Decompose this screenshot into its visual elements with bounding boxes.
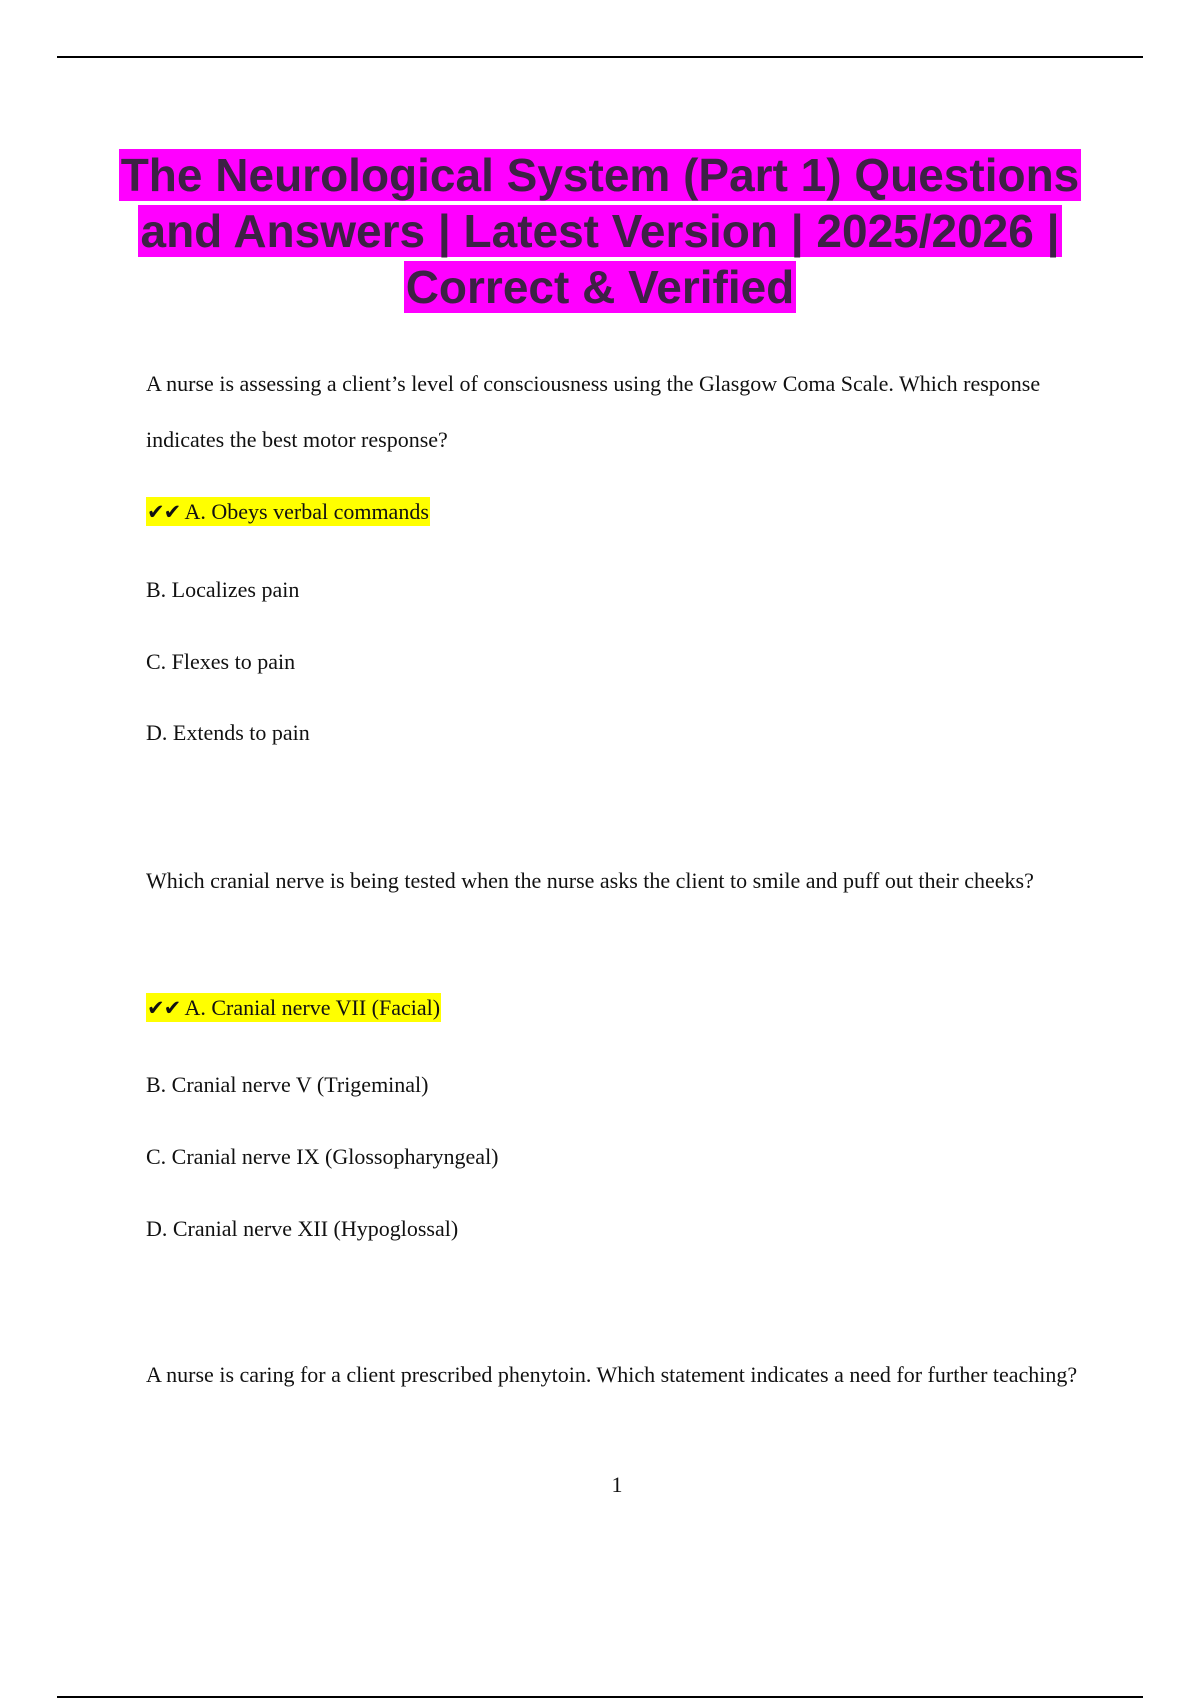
question-1-option-b: B. Localizes pain	[146, 577, 300, 602]
question-2-option-c: C. Cranial nerve IX (Glossopharyngeal)	[146, 1144, 499, 1169]
header-rule	[57, 56, 1143, 58]
option-label: A. Obeys verbal commands	[184, 499, 429, 524]
question-3-text: A nurse is caring for a client prescribed phenytoin. Which statement indicates a need for further teaching?	[146, 1362, 1078, 1387]
question-2	[146, 853, 1086, 909]
question-1	[146, 356, 1086, 468]
question-1-option-d: D. Extends to pain	[146, 720, 310, 745]
question-3	[146, 1347, 1086, 1403]
double-check-icon: ✔✔	[147, 500, 181, 524]
correct-answer-highlight	[146, 497, 430, 526]
question-2-option-d: D. Cranial nerve XII (Hypoglossal)	[146, 1216, 459, 1241]
document-title	[100, 147, 1100, 315]
question-1-option-a	[146, 498, 430, 526]
question-1-option-c: C. Flexes to pain	[146, 649, 296, 674]
option-label: A. Cranial nerve VII (Facial)	[184, 995, 441, 1020]
double-check-icon: ✔✔	[147, 996, 181, 1020]
page-number: 1	[611, 1472, 623, 1497]
question-2-option-b: B. Cranial nerve V (Trigeminal)	[146, 1072, 429, 1097]
correct-answer-highlight	[146, 993, 441, 1022]
footer-rule	[57, 1696, 1143, 1698]
question-2-option-a	[146, 994, 441, 1022]
title-highlight: The Neurological System (Part 1) Questions and Answers | Latest Version | 2025/2026 | Correct & Verified	[120, 149, 1080, 313]
question-1-text: A nurse is assessing a client’s level of consciousness using the Glasgow Coma Scale. Which response indicates the best motor response?	[146, 371, 1041, 452]
question-2-text: Which cranial nerve is being tested when the nurse asks the client to smile and puff out their cheeks?	[146, 868, 1034, 893]
